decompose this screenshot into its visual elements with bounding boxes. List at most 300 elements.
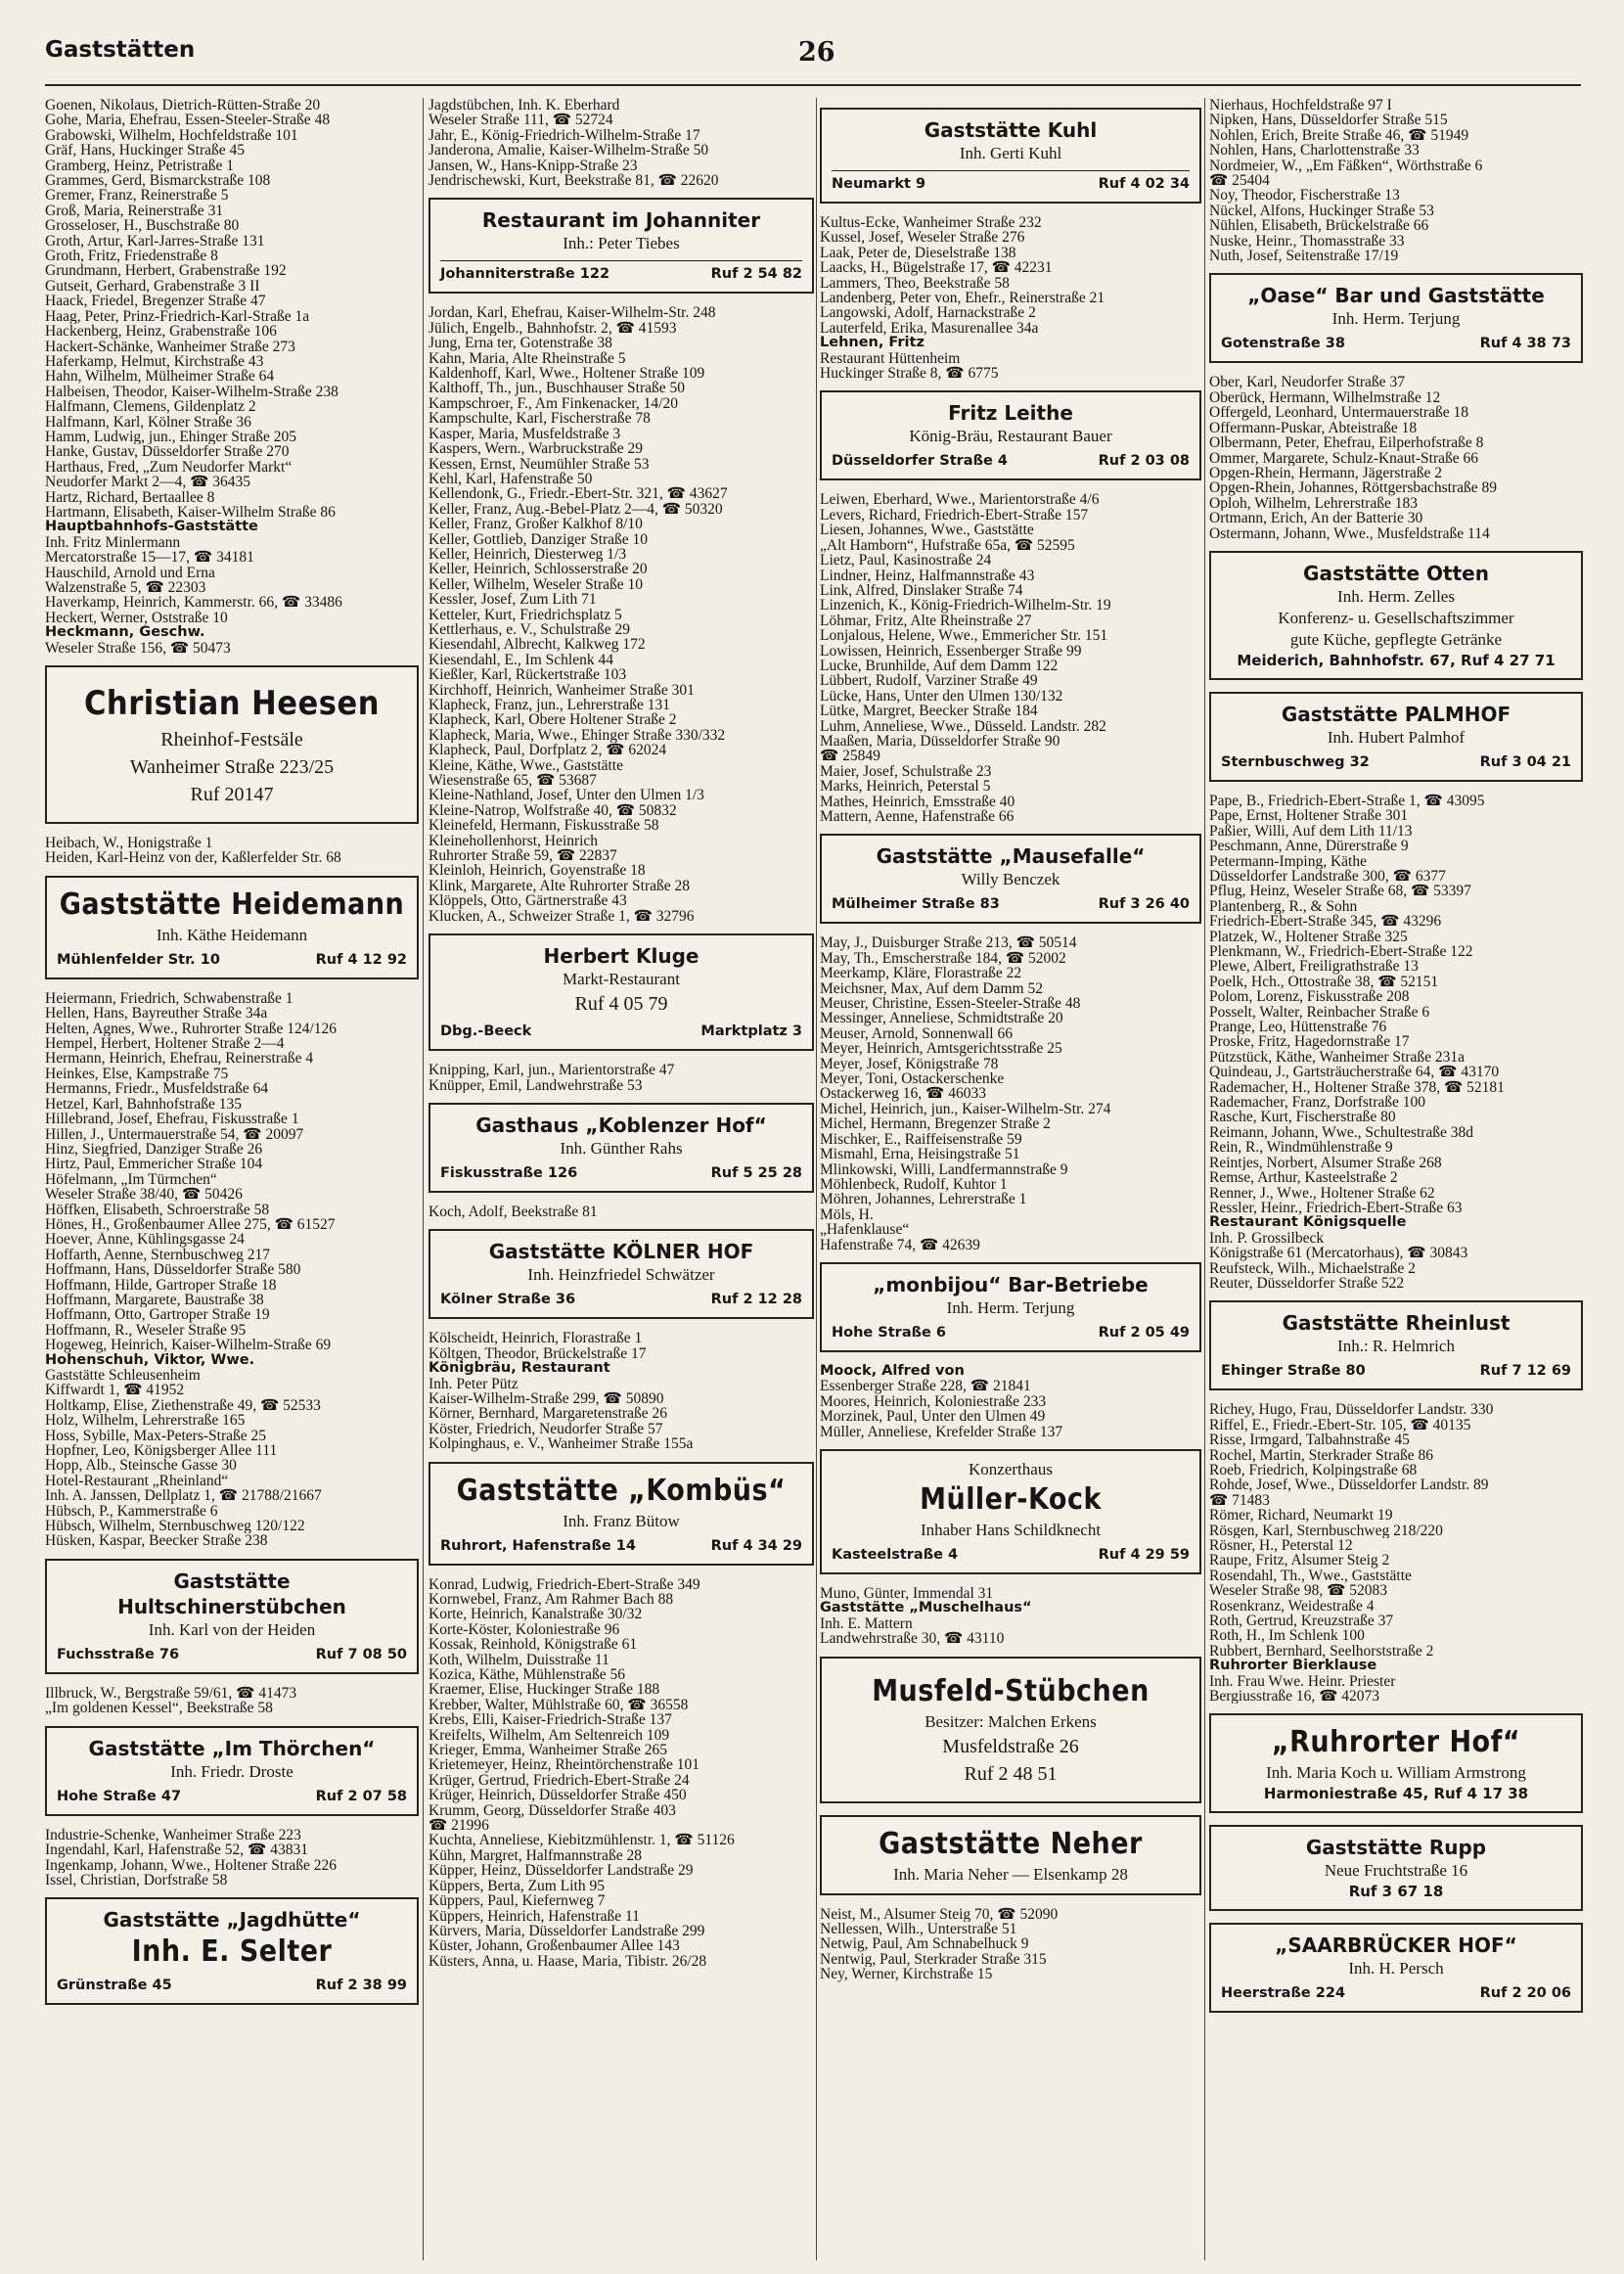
directory-entry: Lucke, Brunhilde, Auf dem Damm 122 <box>820 658 1059 674</box>
directory-entry: Rösner, H., Peterstal 12 <box>1209 1538 1353 1554</box>
business-heading: Restaurant Königsquelle <box>1209 1215 1407 1231</box>
directory-entry: Weseler Straße 111, ☎ 52724 <box>429 113 613 128</box>
directory-entry: Krietemeyer, Heinz, Rheintörchenstraße 101 <box>429 1757 699 1773</box>
directory-entry: Keller, Heinrich, Diesterweg 1/3 <box>429 546 627 563</box>
ad-title: Gasthaus „Koblenzer Hof“ <box>475 1113 767 1137</box>
ad-owner: Inh. Herm. Terjung <box>946 1297 1075 1317</box>
directory-entry: Kürvers, Maria, Düsseldorfer Landstraße 299 <box>429 1923 705 1939</box>
directory-entry: Gaststätte Schleusenheim <box>45 1368 201 1384</box>
directory-entry: Löhmar, Fritz, Alte Rheinstraße 27 <box>820 613 1032 629</box>
ad-owner: Inh.: Peter Tiebes <box>563 234 680 253</box>
directory-entry: Weseler Straße 98, ☎ 52083 <box>1209 1583 1388 1599</box>
ad-box <box>820 1657 1201 1803</box>
ad-address: Hohe Straße 47 <box>57 1788 182 1804</box>
directory-entry: Hüsken, Kaspar, Beecker Straße 238 <box>45 1533 268 1549</box>
ad-phone: Ruf 2 12 28 <box>710 1292 802 1308</box>
directory-entry: Gremer, Franz, Reinerstraße 5 <box>45 188 229 204</box>
ad-title: Restaurant im Johanniter <box>481 208 761 233</box>
directory-entry: Knüpper, Emil, Landwehrstraße 53 <box>429 1077 643 1093</box>
directory-entry: Reuter, Düsseldorfer Straße 522 <box>1209 1275 1405 1292</box>
directory-entry: Nuske, Heinr., Thomasstraße 33 <box>1209 233 1405 250</box>
directory-entry: Oploh, Wilhelm, Lehrerstraße 183 <box>1209 495 1419 512</box>
directory-entry: Küppers, Heinrich, Hafenstraße 11 <box>429 1908 640 1924</box>
directory-entry: Industrie-Schenke, Wanheimer Straße 223 <box>45 1827 301 1843</box>
directory-entry: Kasper, Maria, Musfeldstraße 3 <box>429 426 621 442</box>
directory-entry: Restaurant Hüttenheim <box>820 350 961 367</box>
directory-entry: May, Th., Emscherstraße 184, ☎ 52002 <box>820 950 1066 967</box>
directory-entry: Opgen-Rhein, Hermann, Jägerstraße 2 <box>1209 465 1443 481</box>
directory-entry: Ketteler, Kurt, Friedrichsplatz 5 <box>429 607 622 622</box>
ad-footer <box>440 1536 802 1556</box>
directory-entry: Weseler Straße 38/40, ☎ 50426 <box>45 1187 243 1203</box>
directory-entry: Mlinkowski, Willi, Landfermannstraße 9 <box>820 1161 1068 1177</box>
ad-title: Herbert Kluge <box>543 944 699 969</box>
directory-entry: Klink, Margarete, Alte Ruhrorter Straße 28 <box>429 878 691 894</box>
directory-entry: Kehl, Karl, Hafenstraße 50 <box>429 471 593 487</box>
ad-box <box>820 1815 1201 1895</box>
directory-entry: ☎ 71483 <box>1209 1492 1270 1509</box>
directory-entry: Ingendahl, Karl, Hafenstraße 52, ☎ 43831 <box>45 1842 308 1858</box>
ad-title: „Oase“ Bar und Gaststätte <box>1247 284 1545 308</box>
directory-entry: Pape, B., Friedrich-Ebert-Straße 1, ☎ 43095 <box>1209 793 1485 809</box>
business-heading: Gaststätte „Muschelhaus“ <box>820 1601 1032 1616</box>
directory-entry: Keller, Gottlieb, Danziger Straße 10 <box>429 531 649 547</box>
directory-entry: Holtkamp, Elise, Ziethenstraße 49, ☎ 52533 <box>45 1397 321 1414</box>
page-number: 26 <box>798 37 835 68</box>
directory-entry: Hamm, Ludwig, jun., Ehinger Straße 205 <box>45 429 296 445</box>
directory-entry: Krebber, Walter, Mühlstraße 60, ☎ 36558 <box>429 1697 689 1713</box>
directory-entry: Roth, Gertrud, Kreuzstraße 37 <box>1209 1614 1394 1629</box>
directory-entry: Kleinloh, Heinrich, Goyenstraße 18 <box>429 863 646 879</box>
ad-subtitle: Rheinhof-Festsäle <box>160 729 303 751</box>
directory-entry: Neist, M., Alsumer Steig 70, ☎ 52090 <box>820 1906 1059 1922</box>
ad-owner: Inh. Karl von der Heiden <box>148 1619 316 1639</box>
ad-box <box>45 1559 419 1674</box>
directory-entry: Gohe, Maria, Ehefrau, Essen-Steeler-Straße 48 <box>45 113 331 128</box>
ad-phone: Ruf 4 05 79 <box>574 993 668 1016</box>
ad-address: Fiskusstraße 126 <box>440 1164 578 1181</box>
directory-entry: Landenberg, Peter von, Ehefr., Reinerstraße 21 <box>820 291 1105 306</box>
directory-entry: Peschmann, Anne, Dürerstraße 9 <box>1209 839 1409 854</box>
ad-phone: Ruf 4 29 59 <box>1098 1546 1190 1563</box>
directory-entry: „Alt Hamborn“, Hufstraße 65a, ☎ 52595 <box>820 537 1075 554</box>
directory-entry: Kossak, Reinhold, Königstraße 61 <box>429 1637 638 1653</box>
business-heading: Hauptbahnhofs-Gaststätte <box>45 520 258 535</box>
directory-entry: Offergeld, Leonhard, Untermauerstraße 18 <box>1209 405 1468 421</box>
directory-entry: Heiermann, Friedrich, Schwabenstraße 1 <box>45 990 293 1007</box>
ad-address: Mülheimer Straße 83 <box>832 896 1000 913</box>
ad-footer <box>57 950 407 970</box>
directory-entry: Meuser, Christine, Essen-Steeler-Straße 48 <box>820 996 1081 1012</box>
directory-entry: Krebs, Elli, Kaiser-Friedrich-Straße 137 <box>429 1712 672 1728</box>
directory-entry: Kozica, Käthe, Mühlenstraße 56 <box>429 1667 626 1683</box>
business-heading: Lehnen, Fritz <box>820 336 925 351</box>
directory-entry: Körner, Bernhard, Margaretenstraße 26 <box>429 1406 667 1422</box>
directory-entry: Polom, Lorenz, Fiskusstraße 208 <box>1209 989 1410 1005</box>
directory-entry: Jansen, W., Hans-Knipp-Straße 23 <box>429 158 638 174</box>
directory-entry: Wiesenstraße 65, ☎ 53687 <box>429 773 597 789</box>
ad-address: Hohe Straße 6 <box>832 1324 947 1341</box>
ad-owner: Inh. Gerti Kuhl <box>959 144 1062 162</box>
directory-entry: Essenberger Straße 228, ☎ 21841 <box>820 1379 1031 1394</box>
directory-entry: Költgen, Theodor, Brückelstraße 17 <box>429 1345 647 1362</box>
ad-owner: Inh. Herm. Terjung <box>1331 309 1461 329</box>
directory-entry: Raupe, Fritz, Alsumer Steig 2 <box>1209 1553 1390 1569</box>
directory-entry: Köster, Friedrich, Neudorfer Straße 57 <box>429 1421 663 1437</box>
ad-footer <box>440 260 802 284</box>
ad-address: Wanheimer Straße 223/25 <box>129 756 335 779</box>
ad-address: Meiderich, Bahnhofstr. 67, Ruf 4 27 71 <box>1237 651 1556 669</box>
directory-entry: Liesen, Johannes, Wwe., Gaststätte <box>820 523 1034 538</box>
directory-entry: Hartz, Richard, Bertaallee 8 <box>45 489 215 505</box>
directory-entry: Noy, Theodor, Fischerstraße 13 <box>1209 188 1400 204</box>
ad-box <box>1209 273 1583 363</box>
directory-entry: Inh. Peter Pütz <box>429 1376 519 1391</box>
ad-box <box>45 1897 419 2005</box>
ad-title: Gaststätte „Im Thörchen“ <box>88 1736 376 1760</box>
ad-footer <box>832 894 1190 914</box>
directory-entry: Petermann-Imping, Käthe <box>1209 853 1367 869</box>
ad-phone: Ruf 4 34 29 <box>710 1537 802 1554</box>
directory-entry: Janderona, Amalie, Kaiser-Wilhelm-Straße 50 <box>429 143 709 159</box>
directory-entry: „Hafenklause“ <box>820 1222 910 1238</box>
directory-entry: Rochel, Martin, Sterkrader Straße 86 <box>1209 1447 1433 1463</box>
directory-entry: Hoffmann, R., Weseler Straße 95 <box>45 1322 247 1339</box>
directory-entry: Proske, Fritz, Hagedornstraße 17 <box>1209 1034 1410 1050</box>
directory-entry: Meuser, Arnold, Sonnenwall 66 <box>820 1025 1013 1042</box>
ad-box <box>820 834 1201 924</box>
directory-entry: Hempel, Herbert, Holtener Straße 2—4 <box>45 1036 285 1052</box>
directory-entry: Groth, Fritz, Friedenstraße 8 <box>45 249 218 264</box>
ad-address: Heerstraße 224 <box>1221 1985 1346 2002</box>
directory-entry: Groß, Maria, Reinerstraße 31 <box>45 203 224 219</box>
directory-entry: Gräf, Hans, Huckinger Straße 45 <box>45 143 246 159</box>
directory-entry: Konrad, Ludwig, Friedrich-Ebert-Straße 349 <box>429 1576 700 1592</box>
directory-entry: Kiffwardt 1, ☎ 41952 <box>45 1383 185 1398</box>
directory-entry: Hopfner, Leo, Königsberger Allee 111 <box>45 1443 278 1459</box>
directory-entry: Hotel-Restaurant „Rheinland“ <box>45 1473 229 1489</box>
directory-entry: Hafenstraße 74, ☎ 42639 <box>820 1237 980 1252</box>
directory-entry: Roth, H., Im Schlenk 100 <box>1209 1628 1365 1644</box>
directory-entry: Laak, Peter de, Dieselstraße 138 <box>820 245 1016 261</box>
directory-entry: Kleine-Nathland, Josef, Unter den Ulmen 1/3 <box>429 788 704 803</box>
directory-entry: Rosendahl, Th., Wwe., Gaststätte <box>1209 1568 1412 1584</box>
ad-title: Fritz Leithe <box>948 401 1073 426</box>
directory-entry: Mathes, Heinrich, Emsstraße 40 <box>820 794 1015 809</box>
ad-phone: Ruf 4 12 92 <box>315 951 407 968</box>
ad-address: Musfeldstraße 26 <box>942 1735 1079 1757</box>
directory-entry: Heiden, Karl-Heinz von der, Kaßlerfelder Str. 68 <box>45 850 341 866</box>
directory-entry: Pützstück, Käthe, Wanheimer Straße 231a <box>1209 1049 1466 1066</box>
ad-phone: Ruf 3 04 21 <box>1479 753 1571 770</box>
ad-title: Gaststätte Otten <box>1303 561 1489 585</box>
directory-entry: Netwig, Paul, Am Schnabelhuck 9 <box>820 1936 1029 1952</box>
ad-footer <box>57 1787 407 1806</box>
ad-owner: Besitzer: Malchen Erkens <box>925 1711 1097 1731</box>
directory-entry: ☎ 21996 <box>429 1818 489 1834</box>
ad-phone: Ruf 2 38 99 <box>315 1978 407 1994</box>
directory-entry: Meyer, Toni, Ostackerschenke <box>820 1071 1005 1087</box>
ad-owner: Inh. Hubert Palmhof <box>1327 727 1466 747</box>
directory-entry: Kreifelts, Wilhelm, Am Seltenreich 109 <box>429 1727 670 1744</box>
ad-address: Mühlenfelder Str. 10 <box>57 951 220 968</box>
ad-address: Dbg.-Beeck <box>440 1023 532 1040</box>
directory-entry: ☎ 25404 <box>1209 173 1270 189</box>
ad-owner: Inh. Friedr. Droste <box>170 1761 293 1781</box>
directory-entry: Ruhrorter Straße 59, ☎ 22837 <box>429 848 617 864</box>
directory-entry: Kiesendahl, Albrecht, Kalkweg 172 <box>429 637 646 653</box>
page-header <box>45 37 1581 67</box>
directory-entry: Jahr, E., König-Friedrich-Wilhelm-Straße 17 <box>429 127 700 144</box>
directory-entry: Klucken, A., Schweizer Straße 1, ☎ 32796 <box>429 908 695 925</box>
ad-box <box>45 876 419 979</box>
directory-entry: Maier, Josef, Schulstraße 23 <box>820 763 992 780</box>
directory-entry: Küster, Johann, Großenbaumer Allee 143 <box>429 1938 680 1954</box>
directory-entry: Paßier, Willi, Auf dem Lith 11/13 <box>1209 823 1413 840</box>
ad-owner: Inh. H. Persch <box>1348 1959 1444 1978</box>
directory-entry: Kaldenhoff, Karl, Wwe., Holtener Straße 109 <box>429 366 705 382</box>
directory-entry: Moores, Heinrich, Koloniestraße 233 <box>820 1393 1047 1410</box>
directory-entry: Langowski, Adolf, Harnackstraße 2 <box>820 305 1036 321</box>
directory-entry: Riffel, E., Friedr.-Ebert-Str. 105, ☎ 40135 <box>1209 1417 1471 1433</box>
directory-entry: Hermanns, Friedr., Musfeldstraße 64 <box>45 1081 269 1097</box>
directory-entry: Ommer, Margarete, Schulz-Knaut-Straße 66 <box>1209 450 1478 466</box>
directory-entry: Koth, Wilhelm, Duisstraße 11 <box>429 1652 609 1667</box>
ad-phone: Ruf 4 02 34 <box>1098 176 1190 192</box>
ad-box <box>45 665 419 824</box>
ad-address: Harmoniestraße 45, Ruf 4 17 38 <box>1263 1785 1529 1803</box>
directory-entry: Hönes, H., Großenbaumer Allee 275, ☎ 61527 <box>45 1216 336 1233</box>
directory-entry: Reimann, Johann, Wwe., Schultestraße 38d <box>1209 1124 1474 1141</box>
directory-entry: Kussel, Josef, Weseler Straße 276 <box>820 230 1025 246</box>
directory-entry: Küppers, Paul, Kiefernweg 7 <box>429 1893 606 1909</box>
ad-title: „SAARBRÜCKER HOF“ <box>1275 1933 1517 1958</box>
ad-footer <box>832 1323 1190 1342</box>
directory-entry: Ingenkamp, Johann, Wwe., Holtener Straße 226 <box>45 1857 338 1873</box>
ad-address: Johanniterstraße 122 <box>440 266 610 283</box>
ad-owner: Willy Benczek <box>961 870 1060 889</box>
column-divider <box>423 98 424 2260</box>
directory-entry: Hübsch, Wilhelm, Sternbuschweg 120/122 <box>45 1519 305 1534</box>
directory-entry: Lindner, Heinz, Halfmannstraße 43 <box>820 568 1035 583</box>
directory-entry: ☎ 25849 <box>820 749 880 764</box>
ad-footer <box>1221 1361 1571 1381</box>
directory-entry: Poelk, Hch., Ottostraße 38, ☎ 52151 <box>1209 974 1439 990</box>
ad-title: Gaststätte „Mausefalle“ <box>876 844 1146 869</box>
directory-entry: Möhren, Johannes, Lehrerstraße 1 <box>820 1192 1027 1207</box>
directory-entry: Weseler Straße 156, ☎ 50473 <box>45 640 231 657</box>
ad-title: Gaststätte Heidemann <box>59 887 405 922</box>
ad-owner: Inh. E. Selter <box>131 1934 333 1970</box>
ad-owner: Inh. Herm. Zelles <box>1337 586 1455 606</box>
directory-entry: Remse, Arthur, Kasteelstraße 2 <box>1209 1170 1398 1186</box>
directory-entry: Holz, Wilhelm, Lehrerstraße 165 <box>45 1413 246 1429</box>
directory-entry: Lonjalous, Helene, Wwe., Emmericher Str. 151 <box>820 628 1108 644</box>
ad-address: Fuchsstraße 76 <box>57 1646 180 1662</box>
directory-entry: Kleinehollenhorst, Heinrich <box>429 833 599 849</box>
ad-phone: Ruf 2 07 58 <box>315 1788 407 1804</box>
directory-entry: Ney, Werner, Kirchstraße 15 <box>820 1967 993 1982</box>
ad-title: Gaststätte „Jagdhütte“ <box>103 1908 361 1933</box>
ad-address: Kasteelstraße 4 <box>832 1546 959 1563</box>
directory-entry: Jung, Erna ter, Gotenstraße 38 <box>429 336 612 351</box>
directory-entry: Kleine-Natrop, Wolfstraße 40, ☎ 50832 <box>429 802 677 819</box>
directory-entry: Haferkamp, Helmut, Kirchstraße 43 <box>45 353 264 370</box>
business-heading: Königbräu, Restaurant <box>429 1361 610 1377</box>
ad-footer <box>1221 334 1571 353</box>
directory-entry: Michel, Hermann, Bregenzer Straße 2 <box>820 1116 1051 1132</box>
ad-phone: Ruf 7 12 69 <box>1479 1363 1571 1380</box>
directory-entry: Heibach, W., Honigstraße 1 <box>45 836 213 851</box>
directory-entry: Levers, Richard, Friedrich-Ebert-Straße 157 <box>820 507 1089 523</box>
directory-entry: Möls, H. <box>820 1206 874 1223</box>
directory-entry: Neudorfer Markt 2—4, ☎ 36435 <box>45 475 250 490</box>
directory-entry: Rasche, Kurt, Fischerstraße 80 <box>1209 1110 1396 1125</box>
directory-entry: Hoffmann, Otto, Gartroper Straße 19 <box>45 1307 270 1323</box>
directory-entry: Hellen, Hans, Bayreuther Straße 34a <box>45 1006 268 1022</box>
directory-entry: Hoffarth, Aenne, Sternbuschweg 217 <box>45 1247 271 1263</box>
directory-entry: Kettlerhaus, e. V., Schulstraße 29 <box>429 621 631 638</box>
ad-phone: Ruf 3 26 40 <box>1098 896 1190 913</box>
directory-entry: Meyer, Josef, Königstraße 78 <box>820 1056 999 1072</box>
directory-entry: Reufsteck, Wilh., Michaelstraße 2 <box>1209 1260 1416 1276</box>
directory-entry: Inh. Frau Wwe. Heinr. Priester <box>1209 1673 1396 1690</box>
ad-owner: Inh. Günther Rahs <box>560 1138 683 1158</box>
directory-entry: Kampschroer, F., Am Finkenacker, 14/20 <box>429 395 678 412</box>
directory-entry: Kampschulte, Karl, Fischerstraße 78 <box>429 411 651 427</box>
directory-entry: Keller, Wilhelm, Weseler Straße 10 <box>429 576 644 593</box>
ad-subtitle: Konferenz- u. Gesellschaftszimmer <box>1278 608 1514 627</box>
directory-entry: Hoever, Änne, Kühlingsgasse 24 <box>45 1232 245 1248</box>
directory-entry: Korte, Heinrich, Kanalstraße 30/32 <box>429 1607 643 1622</box>
directory-entry: Krieger, Emma, Wanheimer Straße 265 <box>429 1743 668 1758</box>
directory-entry: Küsters, Anna, u. Haase, Maria, Tibistr. 26/28 <box>429 1953 707 1970</box>
ad-phone: Ruf 2 05 49 <box>1098 1324 1190 1341</box>
directory-entry: Lowissen, Heinrich, Essenberger Straße 99 <box>820 643 1082 659</box>
business-heading: Moock, Alfred von <box>820 1363 965 1379</box>
ad-title: Gaststätte „Kombüs“ <box>456 1473 787 1508</box>
directory-entry: Nückel, Alfons, Huckinger Straße 53 <box>1209 203 1434 219</box>
directory-entry: Lietz, Paul, Kasinostraße 24 <box>820 553 992 568</box>
ad-title: „Ruhrorter Hof“ <box>1271 1725 1521 1760</box>
directory-entry: Jendrischewski, Kurt, Beekstraße 81, ☎ 22620 <box>429 173 719 189</box>
directory-entry: Hanke, Gustav, Düsseldorfer Straße 270 <box>45 444 290 460</box>
directory-entry: Hogeweg, Heinrich, Kaiser-Wilhelm-Straße 69 <box>45 1338 332 1353</box>
directory-entry: Plenkmann, W., Friedrich-Ebert-Straße 122 <box>1209 944 1473 960</box>
directory-entry: Nohlen, Erich, Breite Straße 46, ☎ 51949 <box>1209 127 1469 144</box>
directory-entry: Hoffmann, Hans, Düsseldorfer Straße 580 <box>45 1262 301 1278</box>
directory-entry: Hoffmann, Margarete, Baustraße 38 <box>45 1292 264 1308</box>
directory-entry: Rösgen, Karl, Sternbuschweg 218/220 <box>1209 1523 1443 1538</box>
directory-entry: Nipken, Hans, Düsseldorfer Straße 515 <box>1209 113 1448 128</box>
directory-entry: Königstraße 61 (Mercatorhaus), ☎ 30843 <box>1209 1246 1468 1261</box>
ad-address: Sternbuschweg 32 <box>1221 753 1370 770</box>
directory-entry: Mercatorstraße 15—17, ☎ 34181 <box>45 550 254 566</box>
ad-box <box>1209 1713 1583 1813</box>
directory-entry: Hillebrand, Josef, Ehefrau, Fiskusstraße 1 <box>45 1112 299 1127</box>
directory-entry: Groth, Artur, Karl-Jarres-Straße 131 <box>45 233 265 250</box>
directory-entry: Römer, Richard, Neumarkt 19 <box>1209 1508 1393 1524</box>
directory-entry: Friedrich-Ebert-Straße 345, ☎ 43296 <box>1209 914 1442 930</box>
directory-entry: Leiwen, Eberhard, Wwe., Marientorstraße 4/6 <box>820 492 1100 508</box>
ad-title: Gaststätte PALMHOF <box>1281 702 1511 726</box>
directory-entry: Mischker, E., Raiffeisenstraße 59 <box>820 1131 1022 1148</box>
directory-entry: Möhlenbeck, Rudolf, Kuhtor 1 <box>820 1176 1008 1193</box>
directory-entry: Hoss, Sybille, Max-Peters-Straße 25 <box>45 1428 267 1444</box>
directory-entry: Renner, J., Wwe., Holtener Straße 62 <box>1209 1185 1435 1201</box>
business-heading: Heckmann, Geschw. <box>45 625 205 641</box>
directory-entry: Kleinefeld, Hermann, Fiskusstraße 58 <box>429 818 659 834</box>
directory-entry: Nentwig, Paul, Sterkrader Straße 315 <box>820 1951 1047 1968</box>
directory-entry: Inh. Fritz Minlermann <box>45 534 181 551</box>
directory-entry: Rubbert, Bernhard, Seelhorststraße 2 <box>1209 1643 1434 1660</box>
directory-entry: Höffken, Elisabeth, Schroerstraße 58 <box>45 1202 270 1217</box>
ad-footer <box>832 451 1190 471</box>
ad-title: Gaststätte Rheinlust <box>1282 1311 1511 1336</box>
directory-entry: Goenen, Nikolaus, Dietrich-Rütten-Straße 20 <box>45 98 321 114</box>
directory-entry: Plewe, Albert, Freiligrathstraße 13 <box>1209 959 1419 975</box>
ad-owner: Inh. Franz Bütow <box>563 1511 680 1530</box>
ad-owner: Inh. Maria Koch u. William Armstrong <box>1266 1763 1526 1783</box>
directory-entry: Huckinger Straße 8, ☎ 6775 <box>820 366 999 382</box>
directory-entry: Kleine, Käthe, Wwe., Gaststätte <box>429 757 623 774</box>
directory-entry: Ostermann, Johann, Wwe., Musfeldstraße 114 <box>1209 525 1490 541</box>
directory-entry: Ostackerweg 16, ☎ 46033 <box>820 1086 986 1102</box>
directory-entry: Muno, Günter, Immendal 31 <box>820 1585 994 1602</box>
ad-address: Neumarkt 9 <box>832 176 926 192</box>
directory-entry: Rademacher, H., Holtener Straße 378, ☎ 52181 <box>1209 1079 1505 1096</box>
directory-entry: Maaßen, Maria, Düsseldorfer Straße 90 <box>820 733 1060 750</box>
directory-entry: Pape, Ernst, Holtener Straße 301 <box>1209 808 1409 824</box>
directory-entry: Ortmann, Erich, An der Batterie 30 <box>1209 511 1423 526</box>
ad-footer <box>832 170 1190 194</box>
directory-entry: Halbeisen, Theodor, Kaiser-Wilhelm-Straße 238 <box>45 384 338 400</box>
section-title: Gaststätten <box>45 37 196 63</box>
directory-entry: Kornwebel, Franz, Am Rahmer Bach 88 <box>429 1591 674 1608</box>
column-4 <box>1209 98 1583 2024</box>
directory-entry: Meichsner, Max, Auf dem Damm 52 <box>820 980 1043 997</box>
directory-entry: Hillen, J., Untermauerstraße 54, ☎ 20097 <box>45 1126 304 1142</box>
directory-entry: Issel, Christian, Dorfstraße 58 <box>45 1872 228 1888</box>
directory-entry: Kalthoff, Th., jun., Buschhauser Straße 50 <box>429 381 686 396</box>
directory-entry: Hetzel, Karl, Bahnhofstraße 135 <box>45 1096 243 1113</box>
directory-entry: Jordan, Karl, Ehefrau, Kaiser-Wilhelm-Str. 248 <box>429 305 716 321</box>
directory-entry: Hauschild, Arnold und Erna <box>45 565 215 580</box>
directory-entry: Morzinek, Paul, Unter den Ulmen 49 <box>820 1409 1046 1425</box>
ad-box <box>45 1726 419 1816</box>
ad-owner: Inh.: R. Helmrich <box>1337 1337 1455 1356</box>
ad-owner: Inh. Maria Neher — Elsenkamp 28 <box>893 1864 1128 1884</box>
ad-address: Ehinger Straße 80 <box>1221 1363 1366 1380</box>
directory-entry: Halfmann, Karl, Kölner Straße 36 <box>45 414 251 430</box>
ad-owner: König-Bräu, Restaurant Bauer <box>909 427 1112 446</box>
ad-phone: Ruf 7 08 50 <box>315 1646 407 1662</box>
directory-entry: Link, Alfred, Dinslaker Straße 74 <box>820 582 1023 599</box>
ad-phone: Marktplatz 3 <box>700 1023 802 1040</box>
ad-title: Gaststätte Hultschinerstübchen <box>117 1569 346 1618</box>
directory-entry: Mattern, Aenne, Hafenstraße 66 <box>820 809 1015 825</box>
directory-entry: Koch, Adolf, Beekstraße 81 <box>429 1204 598 1220</box>
directory-entry: Nierhaus, Hochfeldstraße 97 I <box>1209 98 1392 114</box>
directory-entry: Müller, Anneliese, Krefelder Straße 137 <box>820 1424 1063 1439</box>
directory-entry: Kirchhoff, Heinrich, Wanheimer Straße 301 <box>429 682 695 698</box>
ad-title: Gaststätte Kuhl <box>924 118 1098 142</box>
ad-address: Gotenstraße 38 <box>1221 336 1345 352</box>
ad-address: Ruhrort, Hafenstraße 14 <box>440 1537 636 1554</box>
directory-entry: Haverkamp, Heinrich, Kammerstr. 66, ☎ 33486 <box>45 595 342 611</box>
directory-entry: Düsseldorfer Landstraße 300, ☎ 6377 <box>1209 868 1446 885</box>
directory-entry: Marks, Heinrich, Peterstal 5 <box>820 779 991 795</box>
